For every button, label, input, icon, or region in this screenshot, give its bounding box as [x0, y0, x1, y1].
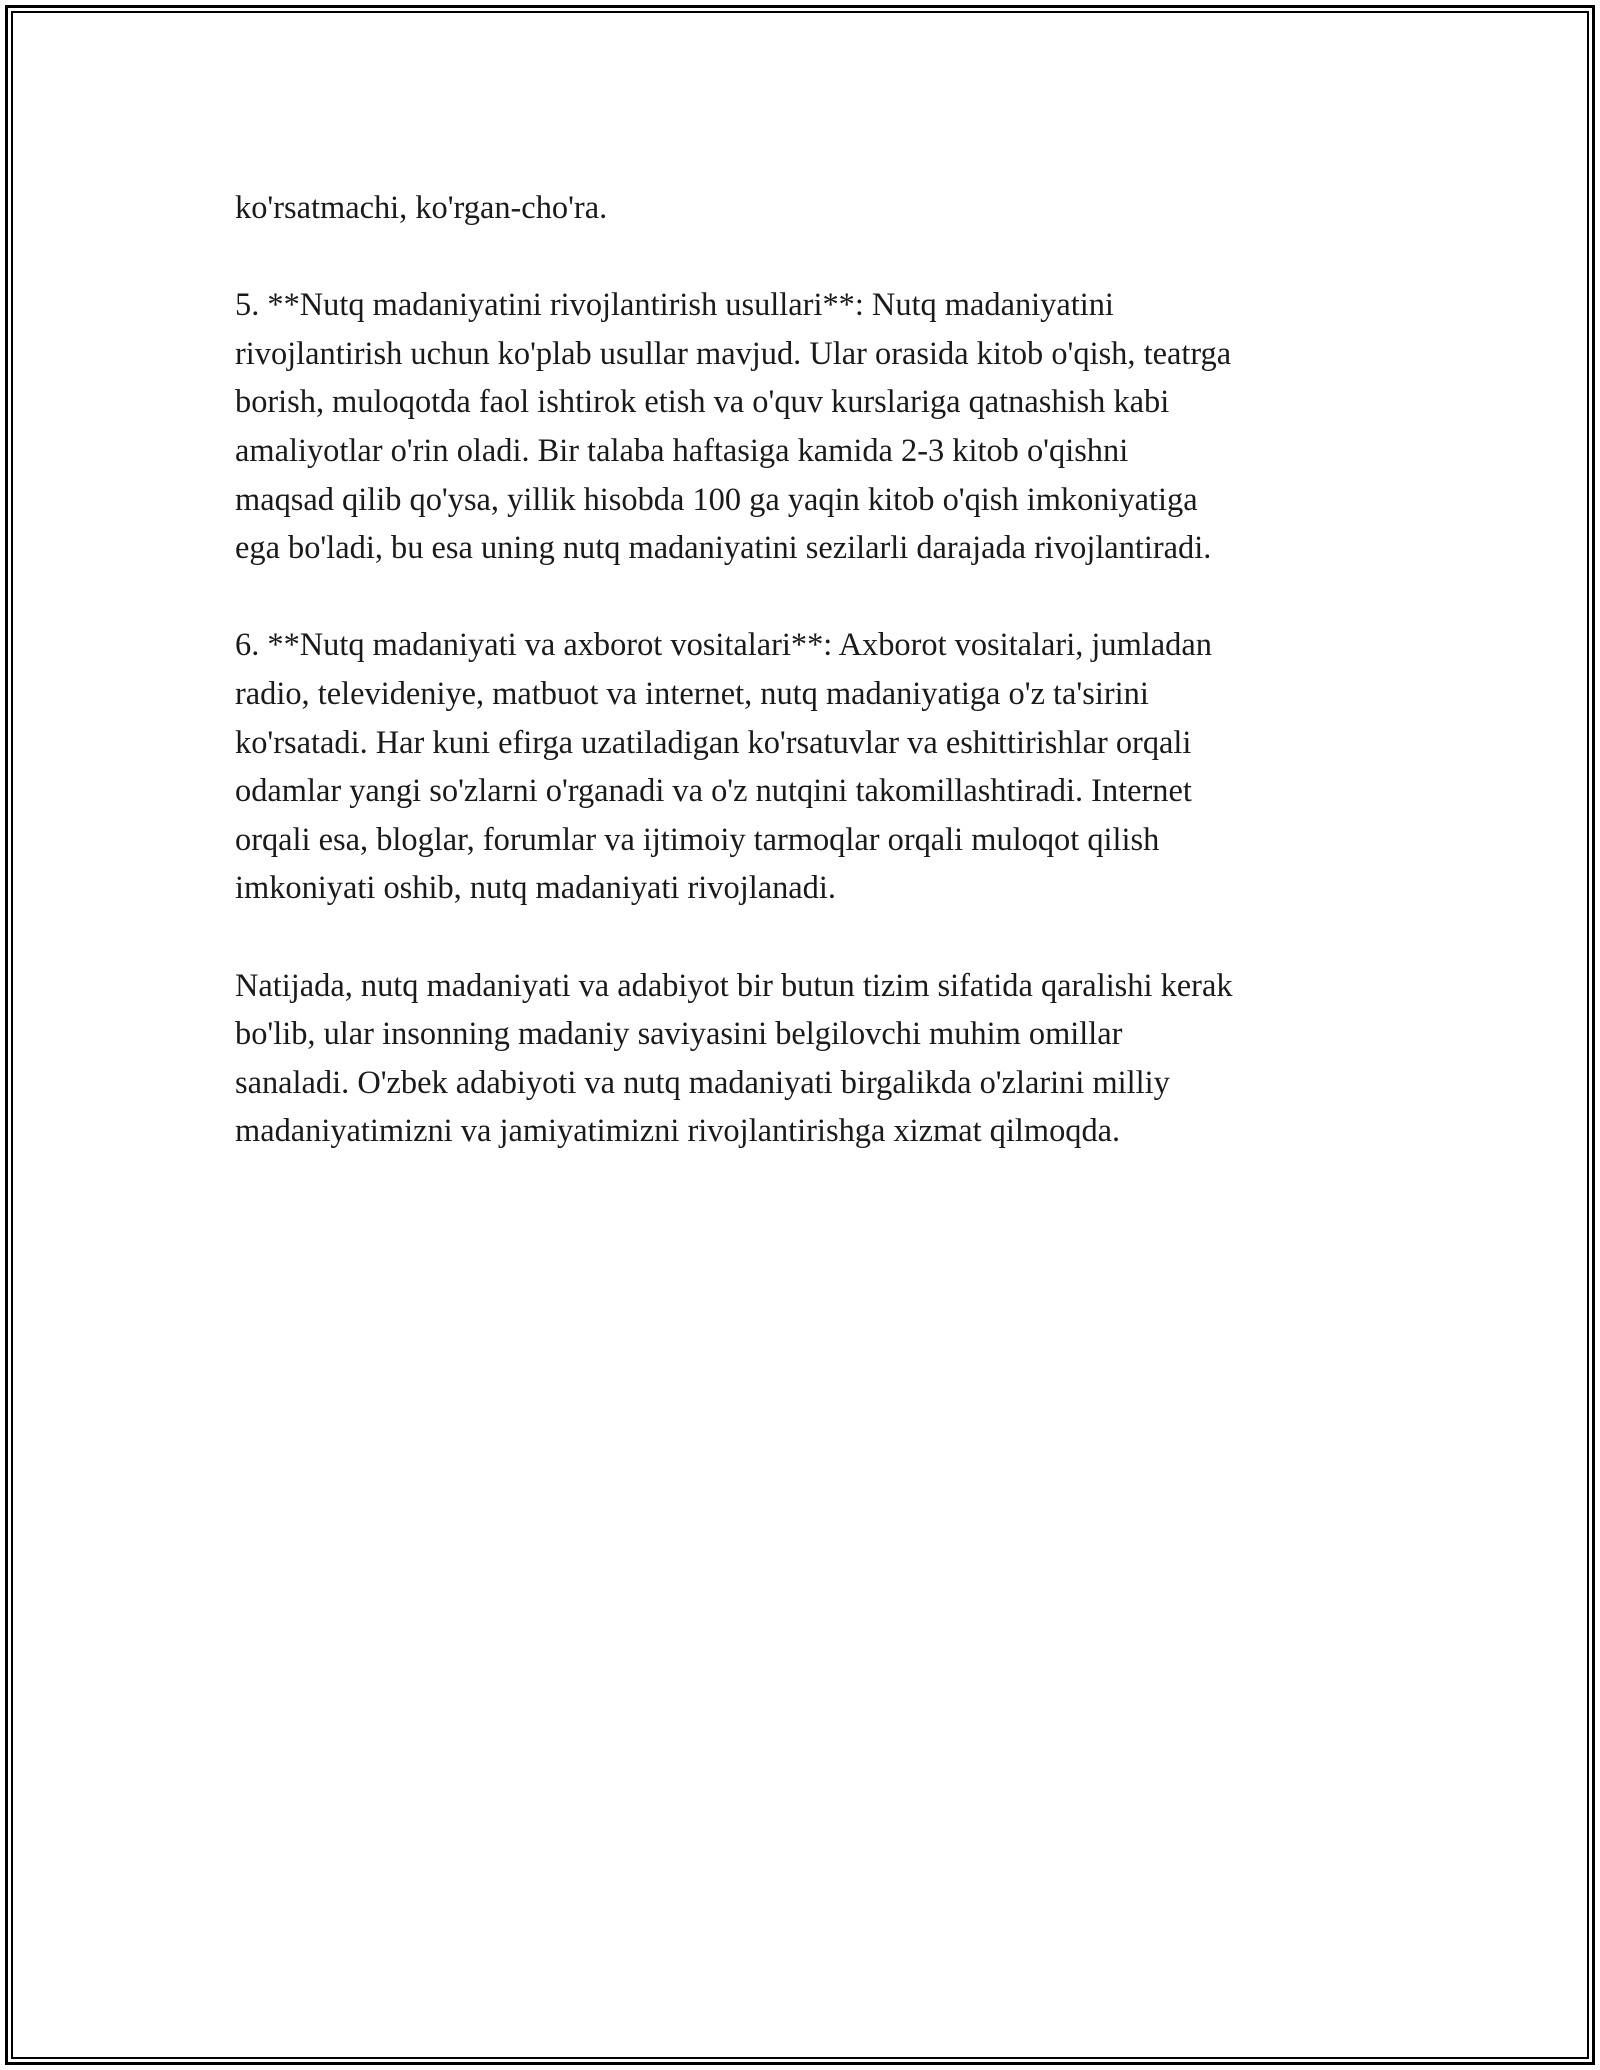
paragraph-section-5: 5. **Nutq madaniyatini rivojlantirish usullari**: Nutq madaniyatini rivojlantirish uchun ko'plab usullar mavjud. Ular orasida kitob o'qish, teatrga borish, muloqotda faol ishtirok etish va o'quv kurslariga qatnashish kabi amaliyotlar o'rin oladi. Bir talaba haftasiga kamida 2-3 kitob o'qishni maqsad qilib qo'ysa, yillik hisobda 100 ga yaqin kitob o'qish imkoniyatiga ega bo'ladi, bu esa uning nutq madaniyatini sezilarli darajada rivojlantiradi.: [235, 287, 1232, 567]
paragraph-conclusion: Natijada, nutq madaniyati va adabiyot bir butun tizim sifatida qaralishi kerak bo'lib, ular insonning madaniy saviyasini belgilovchi muhim omillar sanaladi. O'zbek adabiyoti va nutq madaniyati birgalikda o'zlarini milliy madaniyatimizni va jamiyatimizni rivojlantirishga xizmat qilmoqda.: [235, 967, 1233, 1150]
paragraph-continuation: ko'rsatmachi, ko'rgan-cho'ra.: [235, 190, 608, 226]
document-body: [235, 184, 1375, 1204]
paragraph-section-6: 6. **Nutq madaniyati va axborot vositalari**: Axborot vositalari, jumladan radio, televideniye, matbuot va internet, nutq madaniyatiga o'z ta'sirini ko'rsatadi. Har kuni efirga uzatiladigan ko'rsatuvlar va eshittirishlar orqali odamlar yangi so'zlarni o'rganadi va o'z nutqini takomillashtiradi. Internet orqali esa, bloglar, forumlar va ijtimoiy tarmoqlar orqali muloqot qilish imkoniyati oshib, nutq madaniyati rivojlanadi.: [235, 627, 1212, 907]
